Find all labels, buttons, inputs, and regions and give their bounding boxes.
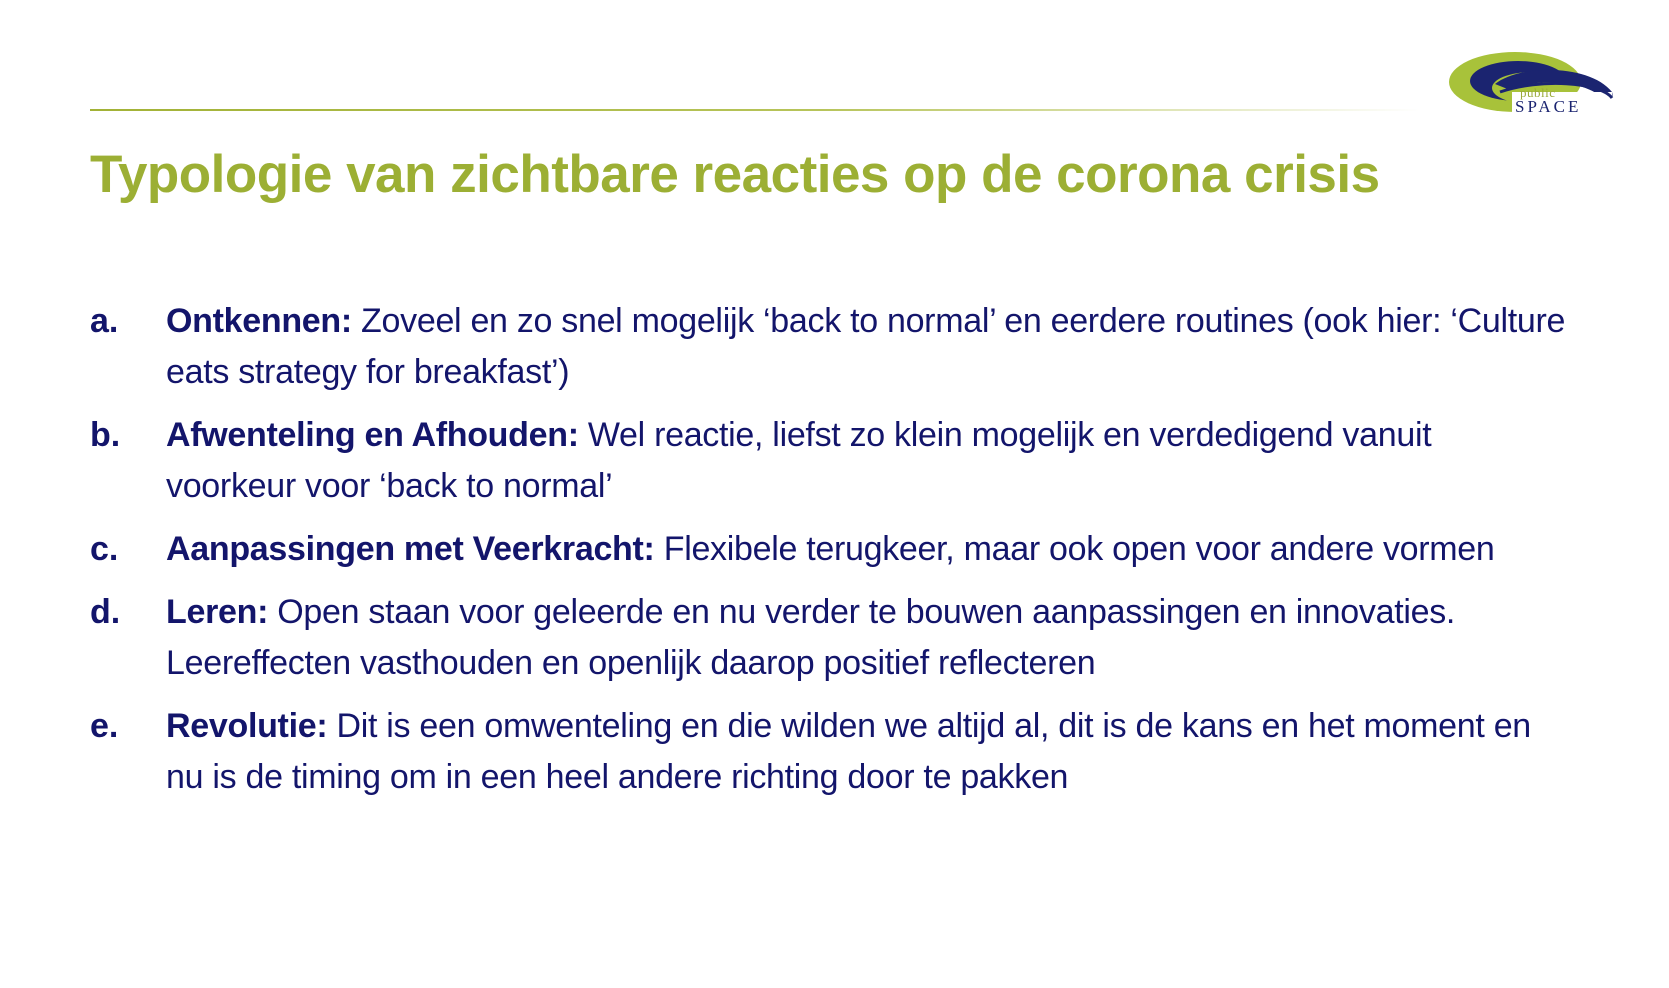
list-item [90, 296, 1590, 398]
list-marker: c. [90, 530, 119, 568]
list-item-text [166, 701, 1566, 803]
list-item-description: Flexibele terugkeer, maar ook open voor andere vormen [654, 530, 1495, 568]
list-item-term: Afwenteling en Afhouden: [166, 416, 579, 454]
list-item-term: Ontkennen: [166, 302, 352, 340]
logo-text-public: public [1520, 85, 1556, 100]
header-rule [90, 109, 1420, 111]
list-item-description: Wel reactie, liefst zo klein mogelijk en verdedigend vanuit voorkeur voor ‘back to normal’ [166, 416, 1432, 505]
list-item-text [166, 587, 1566, 689]
list-item-text [166, 410, 1566, 512]
slide-title: Typologie van zichtbare reacties op de corona crisis [90, 145, 1380, 204]
list-item-description: Open staan voor geleerde en nu verder te bouwen aanpassingen en innovaties. Leereffecten vasthouden en openlijk daarop positief reflecteren [166, 593, 1456, 682]
public-space-logo [1440, 48, 1620, 128]
list-item-text [166, 296, 1566, 398]
list-item-term: Aanpassingen met Veerkracht: [166, 530, 655, 568]
list-item [90, 587, 1590, 689]
list-item-description: Zoveel en zo snel mogelijk ‘back to normal’ en eerdere routines (ook hier: ‘Culture eats strategy for breakfast’) [166, 302, 1566, 391]
list-marker: e. [90, 707, 119, 745]
list-item [90, 410, 1590, 512]
list-item [90, 524, 1590, 575]
list-item-description: Dit is een omwenteling en die wilden we altijd al, dit is de kans en het moment en nu is de timing om in een heel andere richting door te pakken [166, 707, 1531, 796]
list-marker: a. [90, 302, 119, 340]
list-item-text [166, 524, 1566, 575]
reaction-typology-list [90, 296, 1590, 815]
logo-text-space: SPACE [1515, 97, 1582, 116]
list-item-term: Leren: [166, 593, 269, 631]
list-item [90, 701, 1590, 803]
list-marker: d. [90, 593, 121, 631]
list-marker: b. [90, 416, 121, 454]
list-item-term: Revolutie: [166, 707, 328, 745]
